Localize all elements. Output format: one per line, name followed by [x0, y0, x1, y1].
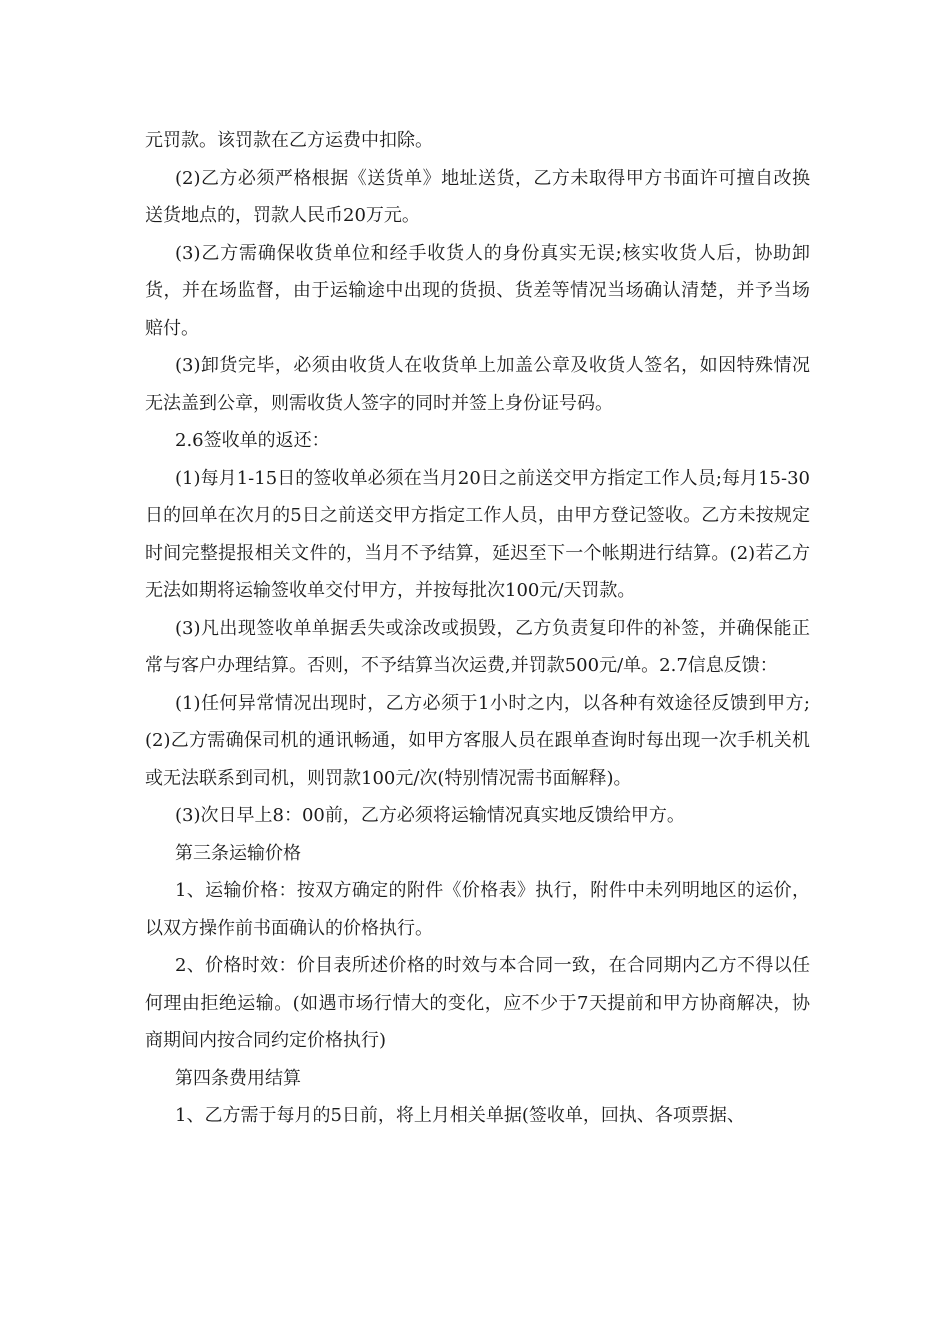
paragraph: (3)乙方需确保收货单位和经手收货人的身份真实无误;核实收货人后，协助卸货，并在场监督，由于运输途中出现的货损、货差等情况当场确认清楚，并予当场赔付。	[145, 242, 810, 339]
paragraph: (1)任何异常情况出现时，乙方必须于1小时之内，以各种有效途径反馈到甲方;(2)乙方需确保司机的通讯畅通，如甲方客服人员在跟单查询时每出现一次手机关机或无法联系到司机，则罚款100元/次(特别情况需书面解释)。	[145, 692, 810, 789]
paragraph: 第三条运输价格	[175, 842, 301, 864]
paragraph: (3)凡出现签收单单据丢失或涂改或损毁，乙方负责复印件的补签，并确保能正常与客户办理结算。否则，不予结算当次运费,并罚款500元/单。2.7信息反馈：	[145, 617, 810, 676]
paragraph: (2)乙方必须严格根据《送货单》地址送货，乙方未取得甲方书面许可擅自改换送货地点的，罚款人民币20万元。	[145, 167, 810, 226]
paragraph: 2.6签收单的返还：	[175, 430, 330, 451]
paragraph: (1)每月1-15日的签收单必须在当月20日之前送交甲方指定工作人员;每月15-30日的回单在次月的5日之前送交甲方指定工作人员，由甲方登记签收。乙方未按规定时间完整提报相关文件的，当月不予结算，延迟至下一个帐期进行结算。(2)若乙方无法如期将运输签收单交付甲方，并按每批次100元/天罚款。	[145, 467, 810, 601]
paragraph: 2、价格时效：价目表所述价格的时效与本合同一致，在合同期内乙方不得以任何理由拒绝运输。(如遇市场行情大的变化，应不少于7天提前和甲方协商解决，协商期间内按合同约定价格执行)	[145, 955, 810, 1051]
document-body	[145, 122, 810, 1135]
paragraph: 1、乙方需于每月的5日前，将上月相关单据(签收单，回执、各项票据、	[175, 1105, 745, 1126]
paragraph: 第四条费用结算	[175, 1067, 301, 1089]
paragraph: 元罚款。该罚款在乙方运费中扣除。	[145, 130, 433, 151]
paragraph: (3)次日早上8：00前，乙方必须将运输情况真实地反馈给甲方。	[175, 805, 685, 826]
paragraph: (3)卸货完毕，必须由收货人在收货单上加盖公章及收货人签名，如因特殊情况无法盖到公章，则需收货人签字的同时并签上身份证号码。	[145, 355, 810, 414]
paragraph: 1、运输价格：按双方确定的附件《价格表》执行，附件中未列明地区的运价，以双方操作前书面确认的价格执行。	[145, 880, 810, 939]
